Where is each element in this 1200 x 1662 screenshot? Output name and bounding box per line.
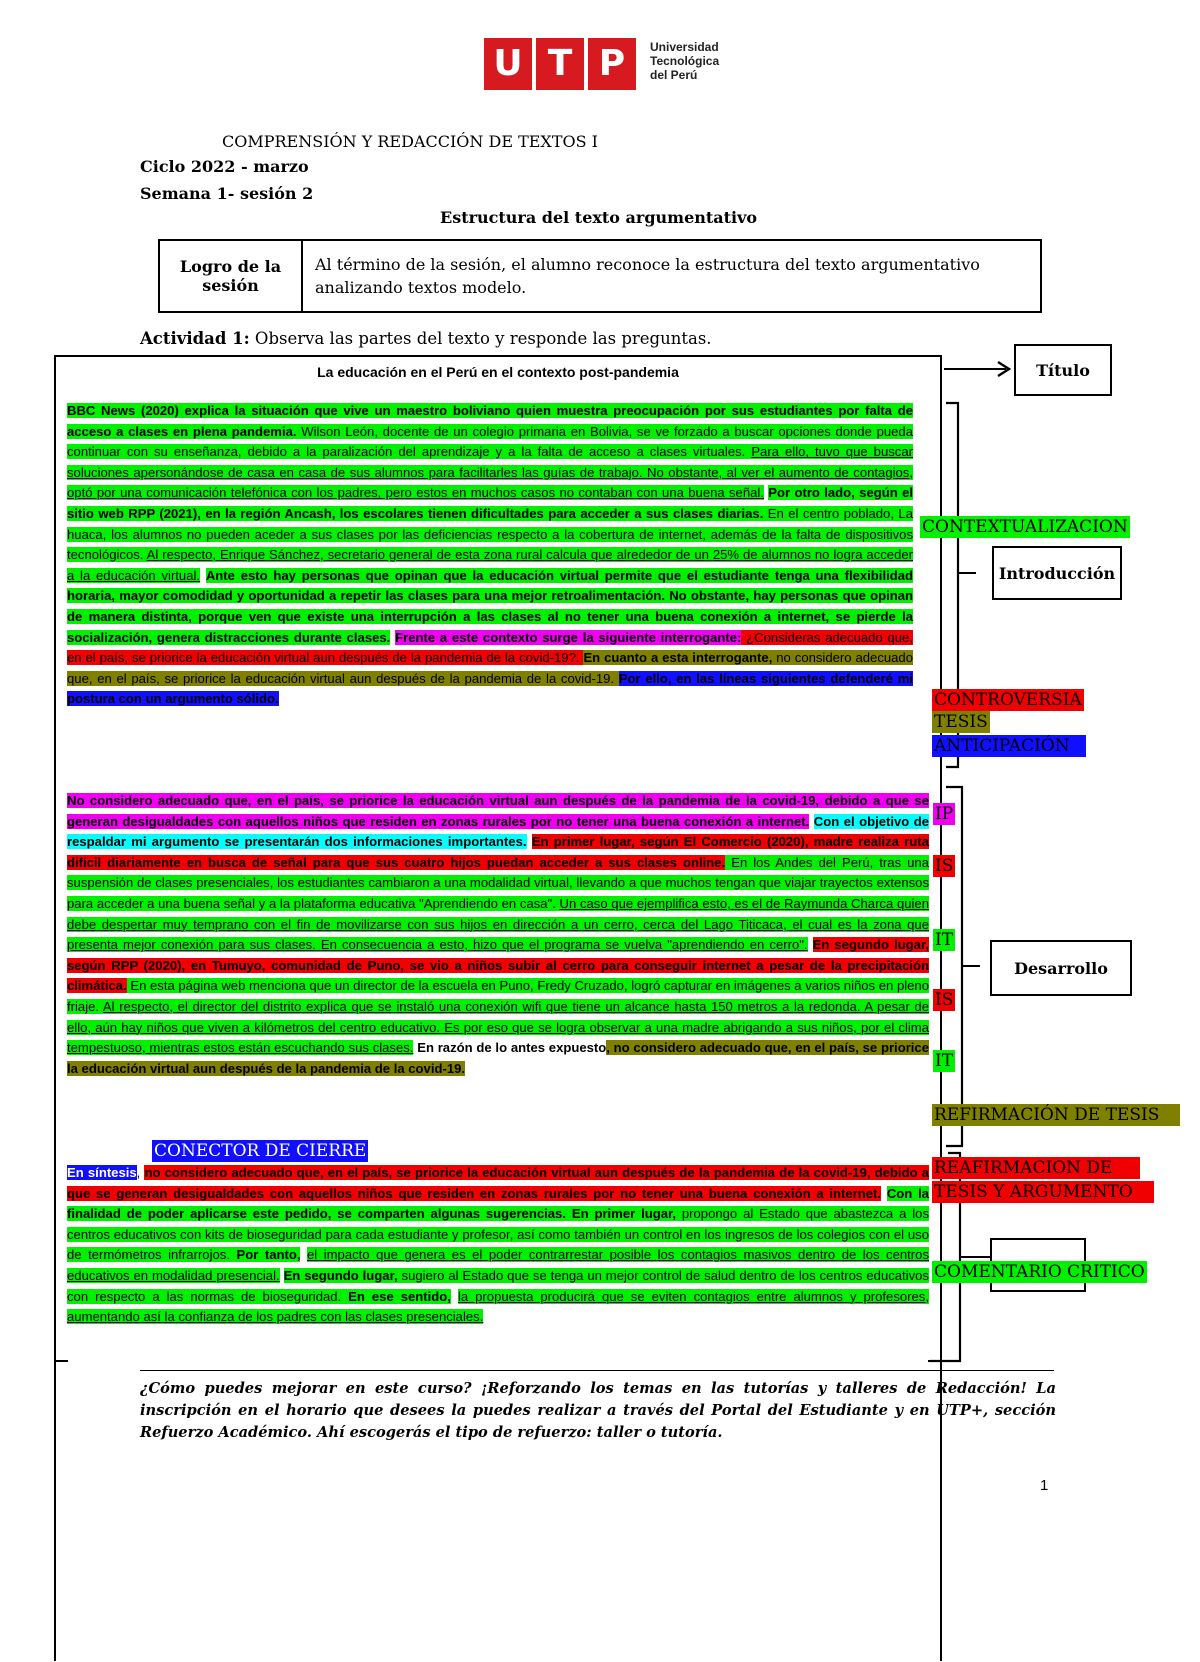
intro-source-2: Por otro lado, según el sitio web RPP (2021), en la región Ancash, los escolares tienen dificultades para acceder a sus clases diarias. bbox=[67, 485, 913, 521]
conc-impact: el impacto que genera es el poder contrarrestar posible los contagios masivos dentro de los centros educativos en modalidad presencial. bbox=[67, 1247, 929, 1283]
dev-thesis-reaffirm: , no considero adecuado que, en el país, se priorice la educación virtual aun después de la pandemia de la covid-19. bbox=[67, 1040, 929, 1076]
dev-space-2 bbox=[527, 834, 532, 849]
intro-thesis: no considero adecuado que, en el país, se priorice la educación virtual aun después de la pandemia de la covid-19. bbox=[67, 650, 914, 686]
article-title: La educación en el Perú en el contexto post-pandemia bbox=[317, 364, 679, 380]
dev-text-4: Al respecto, el director del distrito explica que se instaló una conexión wifi que tiene un alcance hasta 150 metros a la redonda. A pesar de ello, aún hay niños que viven a kilómetros del centro educativo. Es por eso que se logra observar a una madre abrigando a sus niños, por el clima tempestuoso, mientras estos están escuchando sus clases. bbox=[67, 998, 929, 1056]
tag-anticipacion: ANTICIPACIÓN bbox=[932, 735, 1086, 757]
intro-opinions: Ante esto hay personas que opinan que la educación virtual permite que el estudiante tenga una flexibilidad horaria, mayor comodidad y oportunidad a repetir las clases para una mejor retroalimentación. No obstante, hay personas que opinan de manera distinta, porque ven que existe una interrupción a las clases al no tener una buena conexión a internet, se pierde la socialización, genera distracciones durante clases. bbox=[67, 567, 913, 645]
intro-controversy-lead: Frente a este contexto surge la siguiente interrogante: bbox=[395, 629, 742, 645]
label-desarrollo: Desarrollo bbox=[990, 940, 1132, 996]
tag-comentario-critico: COMENTARIO CRITICO bbox=[934, 1262, 1145, 1282]
tag-contextualizacion: CONTEXTUALIZACION bbox=[922, 517, 1128, 537]
tag-reafirmacion-2: TESIS Y ARGUMENTO bbox=[932, 1181, 1154, 1203]
intro-text-4: Al respecto, Enrique Sánchez, secretario general de esta zona rural calcula que alrededor de un 25% de alumnos no logra acceder a la educación virtual. bbox=[67, 547, 914, 583]
tag-is-2: IS bbox=[935, 990, 954, 1010]
label-introduccion: Introducción bbox=[992, 546, 1122, 600]
intro-text-3: En el centro poblado, La huaca, los alumnos no pueden aceder a sus clases por las deficiencias respecto a la cobertura de internet, además de la falta de dispositivos tecnológicos. bbox=[67, 505, 913, 563]
paragraph-desarrollo bbox=[67, 791, 929, 1079]
activity-label: Actividad 1: bbox=[140, 329, 250, 348]
footer-rule bbox=[140, 1370, 1054, 1371]
logo-letter-u: U bbox=[484, 38, 532, 90]
label-titulo: Título bbox=[1014, 344, 1112, 396]
logo-letter-t: T bbox=[536, 38, 584, 90]
logo-line-1: Universidad bbox=[650, 40, 719, 54]
week: Semana 1- sesión 2 bbox=[140, 184, 314, 203]
conc-lead-sentido: En ese sentido, bbox=[348, 1288, 451, 1304]
tag-refirmacion: REFIRMACIÓN DE TESIS bbox=[932, 1104, 1180, 1126]
tag-it-2: IT bbox=[935, 1051, 954, 1071]
conc-suggest-2: sugiero al Estado que se tenga un mejor control de salud dentro de los centros educativos con respecto a las normas de bioseguridad. bbox=[67, 1267, 929, 1304]
dev-main-idea: No considero adecuado que, en el país, se priorice la educación virtual aun después de la pandemia de la covid-19, debido a que se generan desigualdades con aquellos niños que residen en zonas rurales por no tener una buena conexión a internet. bbox=[67, 793, 929, 829]
conc-space-4 bbox=[451, 1289, 458, 1304]
footer-note: ¿Cómo puedes mejorar en este curso? ¡Reforzando los temas en las tutorías y talleres de Redacción! La inscripción en el horario que desees la puedes realizar a través del Portal del Estudiante y en UTP+, sección Refuerzo Académico. Ahí escogerás el tipo de refuerzo: taller o tutoría. bbox=[140, 1380, 1056, 1441]
utp-logo bbox=[484, 38, 744, 92]
conc-comma: , bbox=[136, 1165, 145, 1180]
conc-outcome: la propuesta producirá que se eviten contagios entre alumnos y profesores, aumentando así la confianza de los padres con las clases presenciales. bbox=[67, 1288, 929, 1325]
tag-controversia: CONTROVERSIA bbox=[934, 690, 1082, 710]
intro-thesis-lead: En cuanto a esta interrogante, bbox=[583, 650, 773, 666]
tag-it-1: IT bbox=[935, 930, 954, 950]
tag-ip: IP bbox=[935, 804, 954, 824]
conc-reaffirm: no considero adecuado que, en el país, se priorice la educación virtual aun después de la pandemia de la covid-19, debido a que se generan desigualdades con aquellos niños que residen en zonas rurales por no tener una buena conexión a internet. bbox=[67, 1165, 930, 1201]
conc-suggest-1: propongo al Estado que abastezca a los centros educativos con kits de bioseguridad para cada estudiante y profesor, así como también un control en los ingresos de los colegios con el uso de termómetros infrarrojos. bbox=[67, 1206, 929, 1263]
arrow-right-icon bbox=[996, 361, 1012, 377]
dev-text-2: Un caso que ejemplifica esto, es el de Raymunda Charca quien debe despertar muy temprano con el fin de movilizarse con sus hijos en dirección a un cerro, cerca del Lago Titicaca, el cual es la zona que presenta mejor conexión para sus clases. En consecuencia a esto, hizo que el programa se vuelva "aprendiendo en cerro". bbox=[67, 895, 929, 953]
dev-secondary-2: En segundo lugar, según RPP (2020), en Tumuyo, comunidad de Puno, se vio a niños subir al cerro para conseguir internet a pesar de la precipitación climática. bbox=[67, 937, 929, 994]
intro-anticipation: Por ello, en las líneas siguientes defenderé mi postura con un argumento sólido. bbox=[67, 670, 913, 707]
tag-conector-cierre: CONECTOR DE CIERRE bbox=[154, 1141, 367, 1161]
cycle: Ciclo 2022 - marzo bbox=[140, 157, 309, 176]
logro-text: Al término de la sesión, el alumno reconoce la estructura del texto argumentativo analizando textos modelo. bbox=[302, 240, 1041, 312]
dev-closing-lead: En razón de lo antes expuesto bbox=[417, 1040, 607, 1056]
conc-space-3 bbox=[280, 1268, 284, 1283]
conc-connector: En síntesis bbox=[67, 1165, 137, 1180]
dev-space-3 bbox=[808, 937, 813, 952]
logo-line-3: del Perú bbox=[650, 68, 698, 82]
conc-suggest-lead: Con la finalidad de poder aplicarse este pedido, se comparten algunas sugerencias. En primer lugar, bbox=[67, 1185, 929, 1222]
logro-table bbox=[158, 239, 1042, 313]
conc-space-1 bbox=[881, 1186, 887, 1201]
topic: Estructura del texto argumentativo bbox=[440, 208, 758, 227]
course-title: COMPRENSIÓN Y REDACCIÓN DE TEXTOS I bbox=[222, 132, 598, 151]
paragraph-conclusion bbox=[67, 1163, 929, 1328]
intro-text-2: Para ello, tuvo que buscar soluciones apersonándose de casa en casa de sus alumnos para facilitarles las guías de trabajo. No obstante, al ver el aumento de contagios, optó por una comunicación telefónica con los padres, pero estos en muchos casos no contaban con una buena señal. bbox=[67, 444, 913, 501]
intro-source-1: BBC News (2020) explica la situación que vive un maestro boliviano quien muestra preocupación por sus estudiantes por falta de acceso a clases en plena pandemia. bbox=[67, 403, 913, 439]
conc-lead-tanto: Por tanto, bbox=[236, 1247, 301, 1263]
intro-text-1: Wilson León, docente de un colegio primaria en Bolivia, se ve forzado a buscar opciones donde pueda continuar con su enseñanza, debido a la paralización del aprendizaje y a la falta de acceso a clases virtuales. bbox=[67, 423, 913, 460]
activity bbox=[140, 329, 712, 348]
activity-text: Observa las partes del texto y responde las preguntas. bbox=[249, 329, 712, 348]
paragraph-introduccion bbox=[67, 401, 913, 710]
dev-secondary-1: En primer lugar, según El Comercio (2020), madre realiza ruta difícil diariamente en busca de señal para que sus cuatro hijos puedan acceder a sus clases online. bbox=[67, 834, 929, 870]
bracket-desarrollo bbox=[940, 784, 980, 1149]
tag-reafirmacion-1: REAFIRMACION DE bbox=[932, 1157, 1140, 1179]
dev-text-3: En esta página web menciona que un director de la escuela en Puno, Fredy Cruzado, logró capturar en imágenes a varios niños en pleno friaje. bbox=[67, 978, 929, 1014]
intro-controversy-question: ¿Consideras adecuado que, en el país, se priorice la educación virtual aun después de la pandemia de la covid-19?. bbox=[67, 629, 913, 666]
logo-line-2: Tecnológica bbox=[650, 54, 720, 68]
dev-connector: Con el objetivo de respaldar mi argumento se presentarán dos informaciones importantes. bbox=[67, 813, 930, 850]
conc-lead-segundo: En segundo lugar, bbox=[283, 1267, 398, 1283]
logo-letter-p: P bbox=[588, 38, 636, 90]
tag-tesis: TESIS bbox=[934, 712, 988, 732]
dev-text-1: En los Andes del Perú, tras una suspensión de clases presenciales, los estudiantes cambiaron a una modalidad virtual, llevando a que muchos tengan que viajar trayectos extensos para acceder a una buena señal y a la plataforma educativa "Aprendiendo en casa". bbox=[67, 854, 929, 911]
intro-space-2 bbox=[200, 568, 206, 583]
tag-is-1: IS bbox=[935, 856, 954, 876]
logro-label: Logro de la sesión bbox=[159, 240, 302, 312]
page-number: 1 bbox=[1040, 1477, 1049, 1494]
